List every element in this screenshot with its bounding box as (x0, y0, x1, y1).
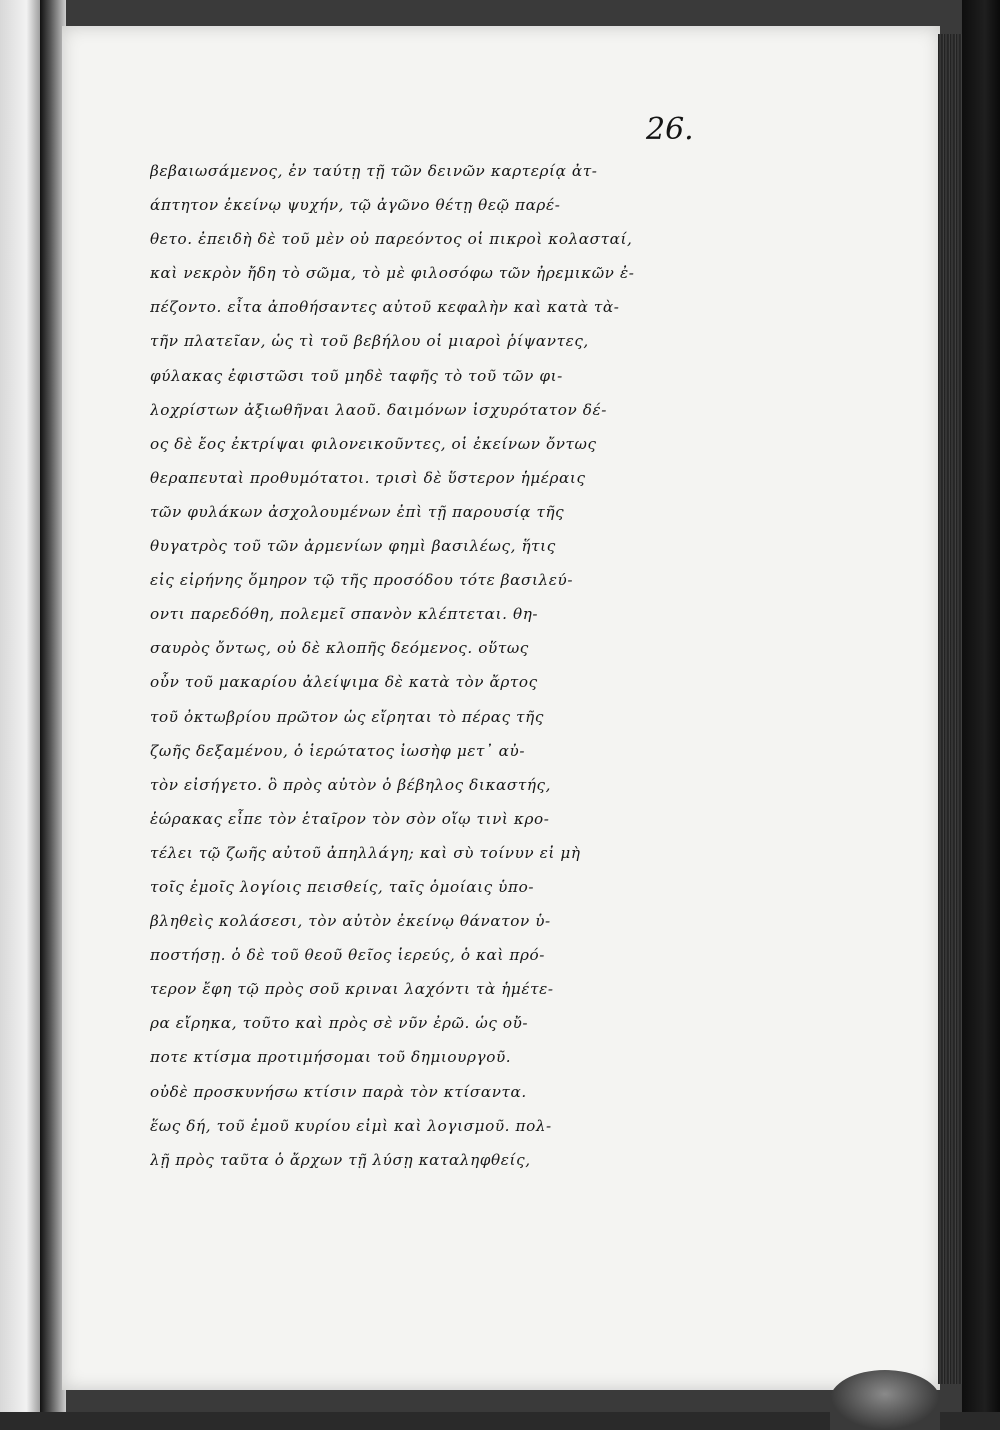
text-line: ποτε κτίσμα προτιμήσομαι τοῦ δημιουργοῦ. (150, 1048, 512, 1067)
text-line: βληθεὶς κολάσεσι, τὸν αὐτὸν ἐκείνῳ θάνατον ὑ- (150, 912, 551, 931)
text-line: φύλακας ἐφιστῶσι τοῦ μηδὲ ταφῆς τὸ τοῦ τῶν φι- (150, 366, 563, 385)
text-line: τοῖς ἐμοῖς λογίοις πεισθείς, ταῖς ὁμοίαις ὑπο- (150, 877, 535, 896)
text-line: ἑώρακας εἶπε τὸν ἑταῖρον τὸν σὸν οἵῳ τινὶ κρο- (150, 809, 550, 828)
text-line: εἰς εἰρήνης ὅμηρον τῷ τῆς προσόδου τότε βασιλεύ- (150, 571, 574, 590)
text-line: τὸν εἰσήγετο. ὃ πρὸς αὐτὸν ὁ βέβηλος δικαστής, (150, 775, 552, 794)
text-line: τῆν πλατεῖαν, ὡς τὶ τοῦ βεβήλου οἱ μιαροὶ ῥίψαντες, (150, 332, 589, 351)
page-fore-edge (938, 34, 964, 1384)
text-line: ρα εἴρηκα, τοῦτο καὶ πρὸς σὲ νῦν ἐρῶ. ὡς οὔ- (150, 1014, 529, 1033)
text-line: τέλει τῷ ζωῆς αὐτοῦ ἀπηλλάγη; καὶ σὺ τοίνυν εἰ μὴ (150, 843, 581, 862)
text-line: τοῦ ὀκτωβρίου πρῶτον ὡς εἴρηται τὸ πέρας τῆς (150, 707, 544, 726)
text-line: πέζοντο. εἶτα ἀποθήσαντες αὐτοῦ κεφαλὴν καὶ κατὰ τὰ- (150, 298, 620, 317)
text-line: τερον ἔφη τῷ πρὸς σοῦ κριναι λαχόντι τὰ ἡμέτε- (150, 980, 554, 999)
text-line: θετο. ἐπειδὴ δὲ τοῦ μὲν οὐ παρεόντος οἱ πικροὶ κολασταί, (150, 230, 633, 249)
text-line: άπτητον ἐκείνῳ ψυχήν, τῷ ἀγῶνο θέτῃ θεῷ παρέ- (150, 196, 561, 215)
text-line: τῶν φυλάκων ἀσχολουμένων ἐπὶ τῇ παρουσίᾳ τῆς (150, 502, 565, 521)
text-line: οντι παρεδόθη, πολεμεῖ σπανὸν κλέπτεται. θη- (150, 605, 539, 624)
folio-number: 26. (646, 112, 694, 147)
text-line: βεβαιωσάμενος, ἐν ταύτῃ τῇ τῶν δεινῶν καρτερίᾳ ἀτ- (150, 162, 598, 180)
holding-thumb (830, 1370, 940, 1430)
text-line: ος δὲ ἔος ἐκτρίψαι φιλονεικοῦντες, οἱ ἐκείνων ὄντως (150, 434, 597, 453)
text-line: ζωῆς δεξαμένου, ὁ ἱερώτατος ἰωσὴφ μετ᾽ αὐ- (150, 741, 526, 760)
text-line: θεραπευταὶ προθυμότατοι. τρισὶ δὲ ὕστερον ἡμέραις (150, 468, 586, 487)
text-line: ποστήσῃ. ὁ δὲ τοῦ θεοῦ θεῖος ἱερεύς, ὁ καὶ πρό- (150, 946, 545, 965)
handwritten-text-block (150, 154, 670, 1177)
text-line: λῇ πρὸς ταῦτα ὁ ἄρχων τῇ λύσῃ καταληφθείς, (150, 1150, 531, 1169)
text-line: λοχρίστων ἀξιωθῆναι λαοῦ. δαιμόνων ἰσχυρότατον δέ- (150, 400, 608, 419)
text-line: οὐδὲ προσκυνήσω κτίσιν παρὰ τὸν κτίσαντα. (150, 1082, 527, 1101)
text-line: καὶ νεκρὸν ἤδη τὸ σῶμα, τὸ μὲ φιλοσόφω τῶν ἠρεμικῶν ἐ- (150, 264, 635, 283)
book-cover-edge (962, 0, 1000, 1412)
text-line: σαυρὸς ὄντως, οὐ δὲ κλοπῆς δεόμενος. οὕτως (150, 639, 529, 658)
text-line: θυγατρὸς τοῦ τῶν ἀρμενίων φημὶ βασιλέως, ἥτις (150, 537, 556, 556)
text-line: οὖν τοῦ μακαρίου ἀλείψιμα δὲ κατὰ τὸν ἄρτος (150, 673, 538, 692)
text-line: ἕως δή, τοῦ ἐμοῦ κυρίου εἰμὶ καὶ λογισμοῦ. πολ- (150, 1116, 552, 1135)
